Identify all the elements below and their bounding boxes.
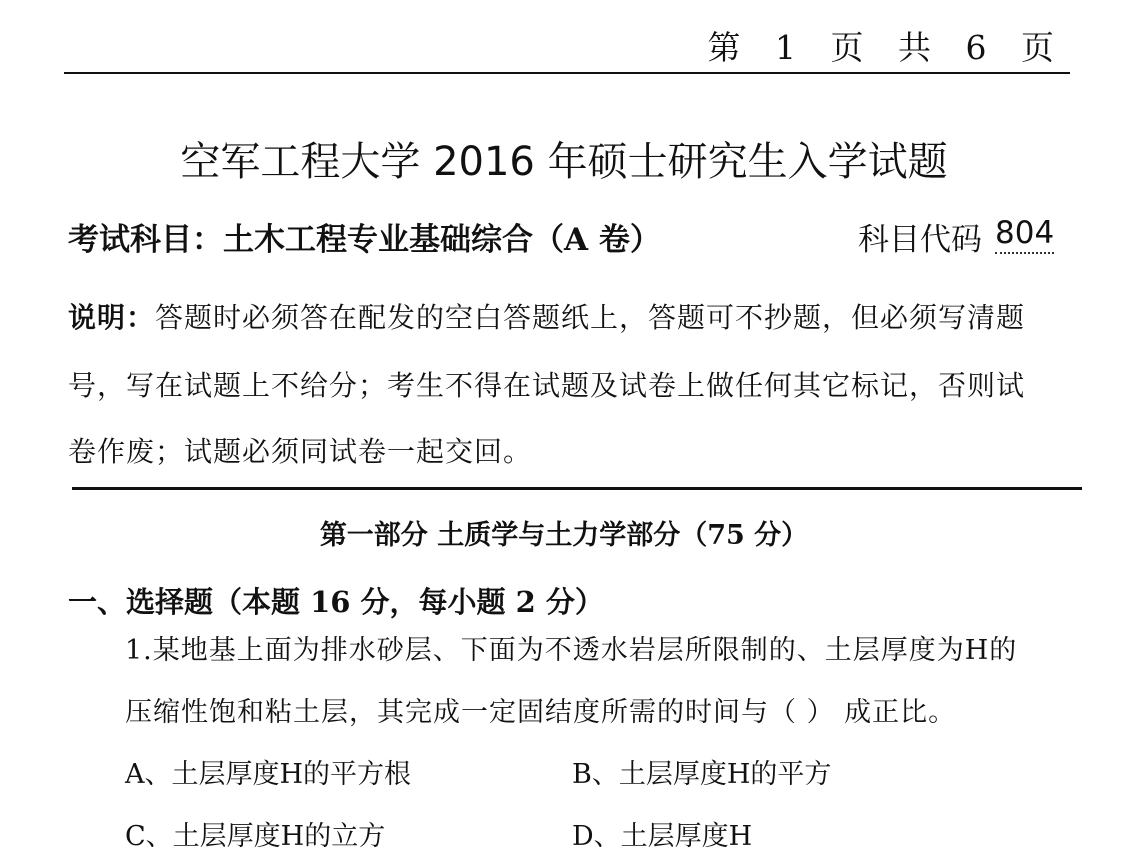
section-heading: 一、选择题（本题 16 分，每小题 2 分） <box>68 585 604 619</box>
option-c: C、土层厚度H的立方 <box>125 821 386 852</box>
header-rule <box>64 72 1070 74</box>
subject-code-value: 804 <box>995 214 1054 254</box>
exam-title: 空军工程大学 2016 年硕士研究生入学试题 <box>180 139 948 185</box>
instructions-line-3: 卷作废；试题必须同试卷一起交回。 <box>68 435 533 468</box>
exam-subject: 考试科目：土木工程专业基础综合（A 卷） <box>68 222 661 258</box>
question-1-line-2: 压缩性饱和粘土层，其完成一定固结度所需的时间与（ ） 成正比。 <box>125 697 957 728</box>
page-indicator: 第 1 页 共 6 页 <box>707 28 1066 67</box>
instructions-label: 说明： <box>68 301 156 334</box>
subject-code-label: 科目代码 <box>858 222 982 258</box>
section-rule <box>72 487 1082 490</box>
part-heading: 第一部分 土质学与土力学部分（75 分） <box>319 520 809 551</box>
option-d: D、土层厚度H <box>572 821 753 852</box>
instructions-line-1 <box>68 296 1025 336</box>
option-a: A、土层厚度H的平方根 <box>125 759 412 790</box>
instructions-line-2: 号，写在试题上不给分；考生不得在试题及试卷上做任何其它标记，否则试 <box>68 369 1026 402</box>
option-b: B、土层厚度H的平方 <box>572 759 832 790</box>
instructions-text: 答题时必须答在配发的空白答题纸上，答题可不抄题，但必须写清题 <box>155 301 1026 334</box>
question-1-line-1: 1.某地基上面为排水砂层、下面为不透水岩层所限制的、土层厚度为H的 <box>125 635 1018 666</box>
